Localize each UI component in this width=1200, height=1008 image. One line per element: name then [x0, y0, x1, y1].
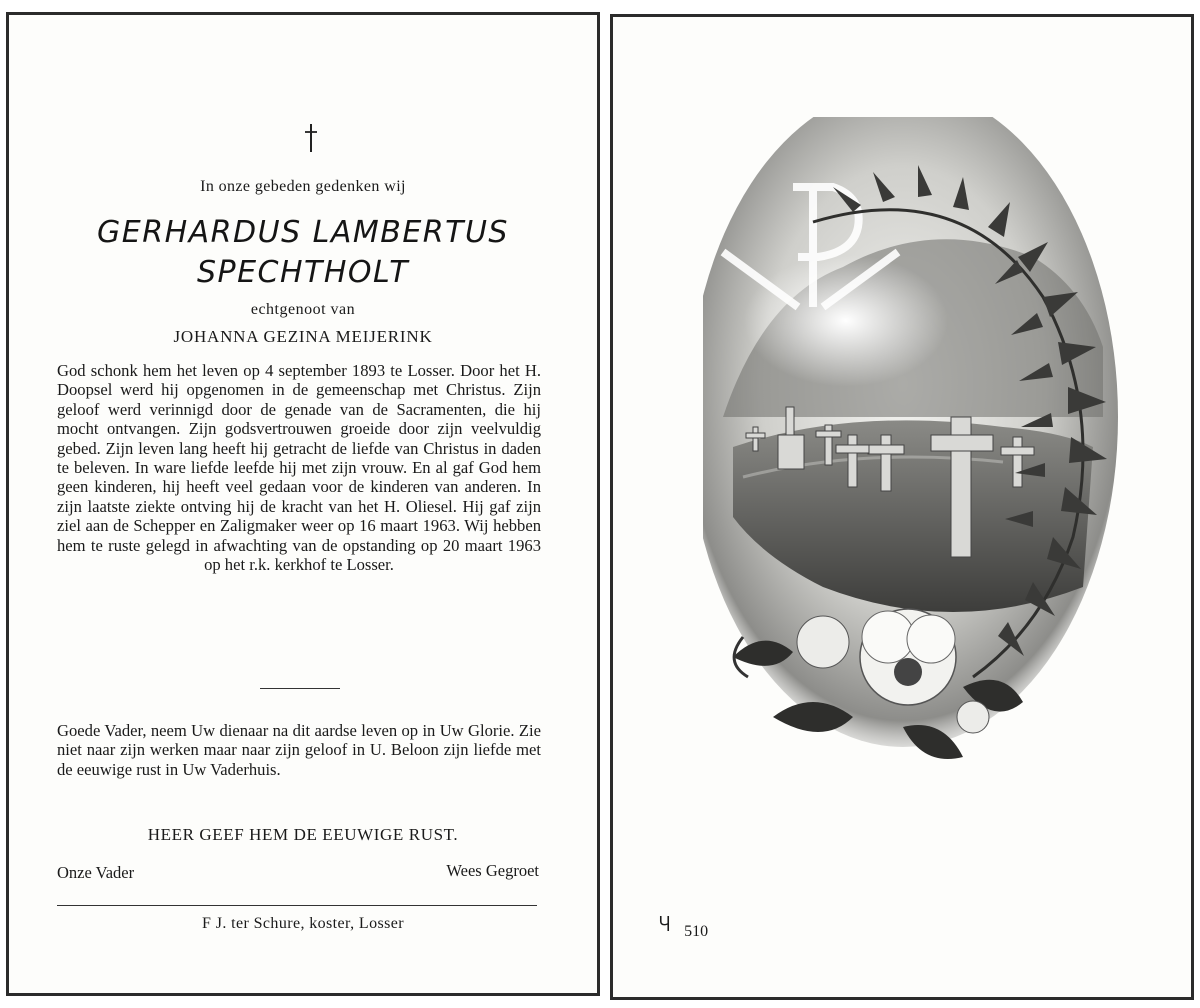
cemetery-illustration: [703, 117, 1123, 837]
prayer-paragraph: Goede Vader, neem Uw dienaar na dit aardse leven op in Uw Glorie. Zie niet naar zijn werken maar naar zijn geloof in U. Beloon zijn liefde met de eeuwige rust in Uw Vaderhuis.: [57, 721, 541, 779]
prayer-hail-mary: Wees Gegroet: [446, 861, 539, 880]
intro-text: In onze gebeden gedenken wij: [200, 178, 406, 195]
publisher-mark: Ⴗ: [659, 915, 671, 936]
cross-icon: [304, 123, 318, 153]
biography-paragraph: God schonk hem het leven op 4 september 1893 te Losser. Door het H. Doopsel werd hij opgenomen in de gemeenschap met Christus. Zijn geloof werd verinnigd door de genade van de Sacramenten, die hij mocht ontvangen. Zijn godsvertrouwen groeide door zijn veelvuldig gebed. Zijn leven lang heeft hij getracht de liefde van Christus in daden te beleven. In ware liefde leefde hij met zijn vrouw. En al gaf God hem geen kinderen, hij heeft veel gedaan voor de kinderen van anderen. In zijn laatste ziekte ontving hij de kracht van het H. Oliesel. Hij gaf zijn ziel aan de Schepper en Zaligmaker weer op 16 maart 1963. Wij hebben hem te ruste gelegd in afwachting van de opstanding op 20 maart 1963 op het r.k. kerkhof te Losser.: [57, 361, 541, 575]
spouse-name: JOHANNA GEZINA MEIJERINK: [173, 327, 433, 346]
spouse-label: echtgenoot van: [250, 301, 356, 318]
memorial-card-text-panel: [6, 12, 600, 996]
print-code: [659, 915, 708, 941]
deceased-name-line2: SPECHTHOLT: [196, 255, 410, 290]
printer-credit: F J. ter Schure, koster, Losser: [202, 915, 404, 932]
footer-rule: [57, 905, 537, 906]
deceased-name-line1: GERHARDUS LAMBERTUS: [97, 215, 509, 250]
prayer-our-father: Onze Vader: [57, 863, 135, 882]
memorial-card-image-panel: [610, 14, 1194, 1000]
separator-line: [260, 688, 340, 689]
print-number: 510: [684, 923, 709, 940]
eternal-rest-line: HEER GEEF HEM DE EEUWIGE RUST.: [147, 825, 459, 844]
